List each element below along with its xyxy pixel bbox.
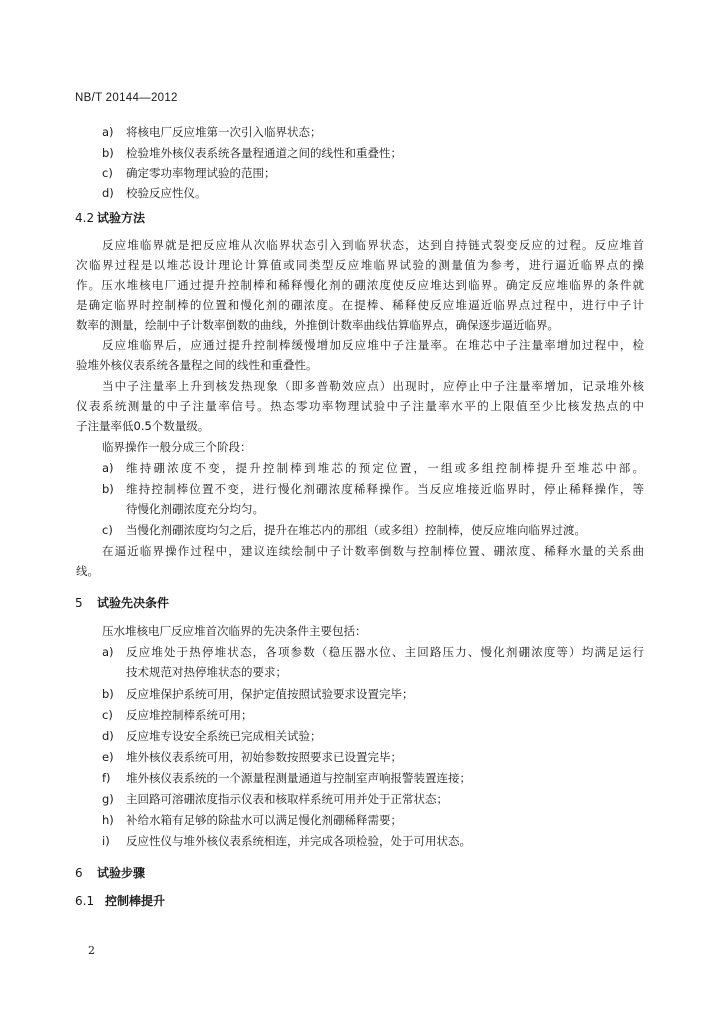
list-item-text: 将核电厂反应堆第一次引入临界状态； — [126, 125, 322, 139]
section-title: 试验步骤 — [97, 866, 146, 880]
list-item-text: 技术规范对热停堆状态的要求； — [126, 665, 287, 679]
list-item-text: 反应堆专设安全系统已完成相关试验； — [126, 729, 322, 743]
list-item-text: 检验堆外核仪表系统各量程通道之间的线性和重叠性； — [126, 146, 402, 160]
list-item-text: 待慢化剂硼浓度充分均匀。 — [126, 502, 264, 516]
list-item-label: e) — [102, 750, 114, 764]
list-item-text: 维持硼浓度不变，提升控制棒到堆芯的预定位置，一组或多组控制棒提升至堆芯中部。 — [126, 461, 644, 475]
list-item-label: a) — [102, 125, 114, 139]
list-item-text: 主回路可溶硼浓度指示仪表和核取样系统可用并处于正常状态； — [126, 792, 448, 806]
paragraph-line: 反应堆临界后，应通过提升控制棒缓慢增加反应堆中子注量率。在堆芯中子注量率增加过程中，检 — [102, 338, 644, 352]
list-item-label: f) — [102, 771, 111, 785]
standard-number-header: NB/T 20144—2012 — [75, 92, 178, 104]
list-item-label: b) — [102, 482, 114, 496]
paragraph-line: 反应堆临界就是把反应堆从次临界状态引入到临界状态，达到自持链式裂变反应的过程。反应堆首 — [102, 238, 644, 252]
section-heading-6-1 — [75, 894, 165, 908]
list-item-label: h) — [102, 813, 114, 827]
list-item-label: g) — [102, 792, 114, 806]
list-item-text: 反应堆处于热停堆状态，各项参数（稳压器水位、主回路压力、慢化剂硼浓度等）均满足运行 — [126, 645, 644, 659]
section-number: 5 — [75, 596, 83, 610]
section-number: 6.1 — [75, 894, 95, 908]
paragraph-line: 验堆外核仪表系统各量程之间的线性和重叠性。 — [76, 358, 318, 372]
list-item-text: 反应堆控制棒系统可用； — [126, 708, 253, 722]
list-item-text: 维持控制棒位置不变，进行慢化剂硼浓度稀释操作。当反应堆接近临界时，停止稀释操作，等 — [126, 482, 644, 496]
section-title: 控制棒提升 — [105, 894, 166, 908]
list-item-label: a) — [102, 461, 114, 475]
paragraph-line: 临界操作一般分成三个阶段： — [102, 440, 252, 454]
section-number: 4.2 — [75, 211, 95, 225]
list-item-text: 反应堆保护系统可用，保护定值按照试验要求设置完毕； — [126, 687, 414, 701]
section-heading-5 — [75, 596, 169, 610]
list-item-label: c) — [102, 708, 113, 722]
list-item-text: 当慢化剂硼浓度均匀之后，提升在堆芯内的那组（或多组）控制棒，使反应堆向临界过渡。 — [126, 523, 586, 537]
list-item-label: d) — [102, 729, 114, 743]
paragraph-line: 数率的测量，绘制中子计数率倒数的曲线，外推倒计数率曲线估算临界点，确保逐步逼近临界。 — [76, 318, 559, 332]
list-item-text: 确定零功率物理试验的范围； — [126, 166, 276, 180]
list-item-label: b) — [102, 146, 114, 160]
section-number: 6 — [75, 866, 83, 880]
paragraph-line: 是确定临界时控制棒的位置和慢化剂的硼浓度。在提棒、稀释使反应堆逼近临界点过程中，进行中子计 — [76, 298, 644, 312]
list-item-label: i) — [102, 834, 110, 848]
section-title: 试验方法 — [97, 211, 146, 225]
paragraph-line: 作。压水堆核电厂通过提升控制棒和稀释慢化剂的硼浓度使反应堆达到临界。确定反应堆临界的条件就 — [76, 278, 644, 292]
list-item-label: c) — [102, 166, 113, 180]
paragraph-line: 仪表系统测量的中子注量率信号。热态零功率物理试验中子注量率水平的上限值至少比核发热点的中 — [76, 399, 644, 413]
list-item-text: 补给水箱有足够的除盐水可以满足慢化剂硼稀释需要； — [126, 813, 402, 827]
page-number: 2 — [88, 944, 95, 957]
paragraph-line: 压水堆核电厂反应堆首次临界的先决条件主要包括： — [102, 624, 367, 638]
section-title: 试验先决条件 — [97, 596, 170, 610]
paragraph-line: 线。 — [76, 564, 99, 578]
list-item-label: d) — [102, 186, 114, 200]
paragraph-line: 子注量率低0.5个数量级。 — [76, 419, 210, 433]
list-item-label: a) — [102, 645, 114, 659]
paragraph-line: 当中子注量率上升到核发热现象（即多普勒效应点）出现时，应停止中子注量率增加，记录堆外核 — [102, 379, 644, 393]
paragraph-line: 次临界过程是以堆芯设计理论计算值或同类型反应堆临界试验的测量值为参考，进行逼近临界点的操 — [76, 258, 644, 272]
list-item-text: 堆外核仪表系统的一个源量程测量通道与控制室声响报警装置连接； — [126, 771, 471, 785]
section-heading-6 — [75, 866, 145, 880]
list-item-text: 反应性仪与堆外核仪表系统相连，并完成各项检验，处于可用状态。 — [126, 834, 471, 848]
list-item-text: 校验反应性仪。 — [126, 186, 207, 200]
list-item-text: 堆外核仪表系统可用，初始参数按照要求已设置完毕； — [126, 750, 402, 764]
list-item-label: c) — [102, 523, 113, 537]
list-item-label: b) — [102, 687, 114, 701]
paragraph-line: 在逼近临界操作过程中，建议连续绘制中子计数率倒数与控制棒位置、硼浓度、稀释水量的关系曲 — [102, 544, 644, 558]
section-heading-4-2 — [75, 211, 145, 225]
